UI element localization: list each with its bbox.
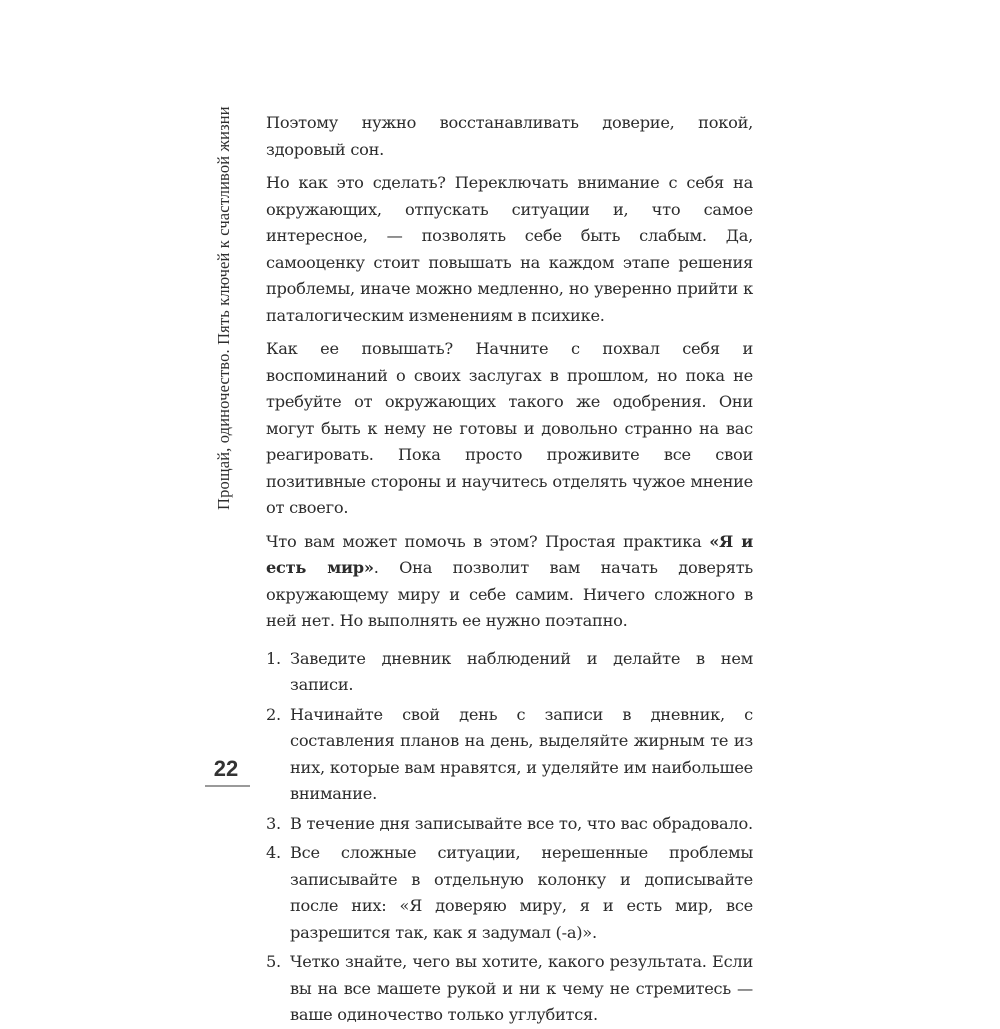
page-number: 22 bbox=[213, 756, 239, 781]
list-item-text: В течение дня записывайте все то, что вас обрадовало. bbox=[290, 813, 753, 833]
list-item-text: Все сложные ситуации, нерешенные проблемы записывайте в отдельную колонку и дописывайте после них: «Я доверяю миру, я и есть мир, все разрешится так, как я задумал (-а)». bbox=[290, 843, 753, 942]
paragraph: Как ее повышать? Начните с похвал себя и воспоминаний о своих заслугах в прошлом, но пока не требуйте от окружающих такого же одобрения. Они могут быть к нему не готовы и довольно странно на вас реагировать. Пока просто проживите все свои позитивные стороны и научитесь отделять чужое мнение от своего. bbox=[266, 339, 753, 517]
list-item-number: 5. bbox=[266, 952, 281, 971]
paragraph: Поэтому нужно восстанавливать доверие, покой, здоровый сон. bbox=[266, 113, 753, 159]
list-item bbox=[266, 702, 753, 808]
list-item bbox=[266, 949, 753, 1029]
list-item bbox=[266, 811, 753, 838]
body-text bbox=[266, 110, 753, 1029]
list-item-text: Четко знайте, чего вы хотите, какого результата. Если вы на все машете рукой и ни к чему не стремитесь — ваше одиночество только углубится. bbox=[290, 952, 753, 1024]
paragraph-text: . Она позволит вам начать доверять окружающему миру и себе самим. Ничего сложного в ней нет. Но выполнять ее нужно поэтапно. bbox=[266, 558, 753, 630]
page-number-rule bbox=[205, 785, 250, 787]
running-head: Прощай, одиночество. Пять ключей к счастливой жизни bbox=[214, 106, 233, 510]
paragraph bbox=[266, 529, 753, 635]
list-item-number: 1. bbox=[266, 648, 281, 668]
list-item bbox=[266, 840, 753, 946]
list-item-number: 3. bbox=[266, 813, 281, 833]
list-item-number: 2. bbox=[266, 704, 281, 724]
list-item-number: 4. bbox=[266, 843, 281, 862]
steps-list bbox=[266, 646, 753, 1029]
list-item bbox=[266, 646, 753, 699]
paragraph: Но как это сделать? Переключать внимание с себя на окружающих, отпускать ситуации и, что самое интересное, — позволять себе быть слабым. Да, самооценку стоит повышать на каждом этапе решения проблемы, иначе можно медленно, но уверенно прийти к паталогическим изменениям в психике. bbox=[266, 173, 753, 325]
list-item-text: Начинайте свой день с записи в дневник, с составления планов на день, выделяйте жирным те из них, которые вам нравятся, и уделяйте им наибольшее внимание. bbox=[290, 704, 753, 803]
list-item-text: Заведите дневник наблюдений и делайте в нем записи. bbox=[290, 648, 753, 694]
practice-name: «Я и есть мир» bbox=[266, 531, 753, 577]
paragraph-text: Что вам может помочь в этом? Простая практика bbox=[266, 531, 710, 551]
